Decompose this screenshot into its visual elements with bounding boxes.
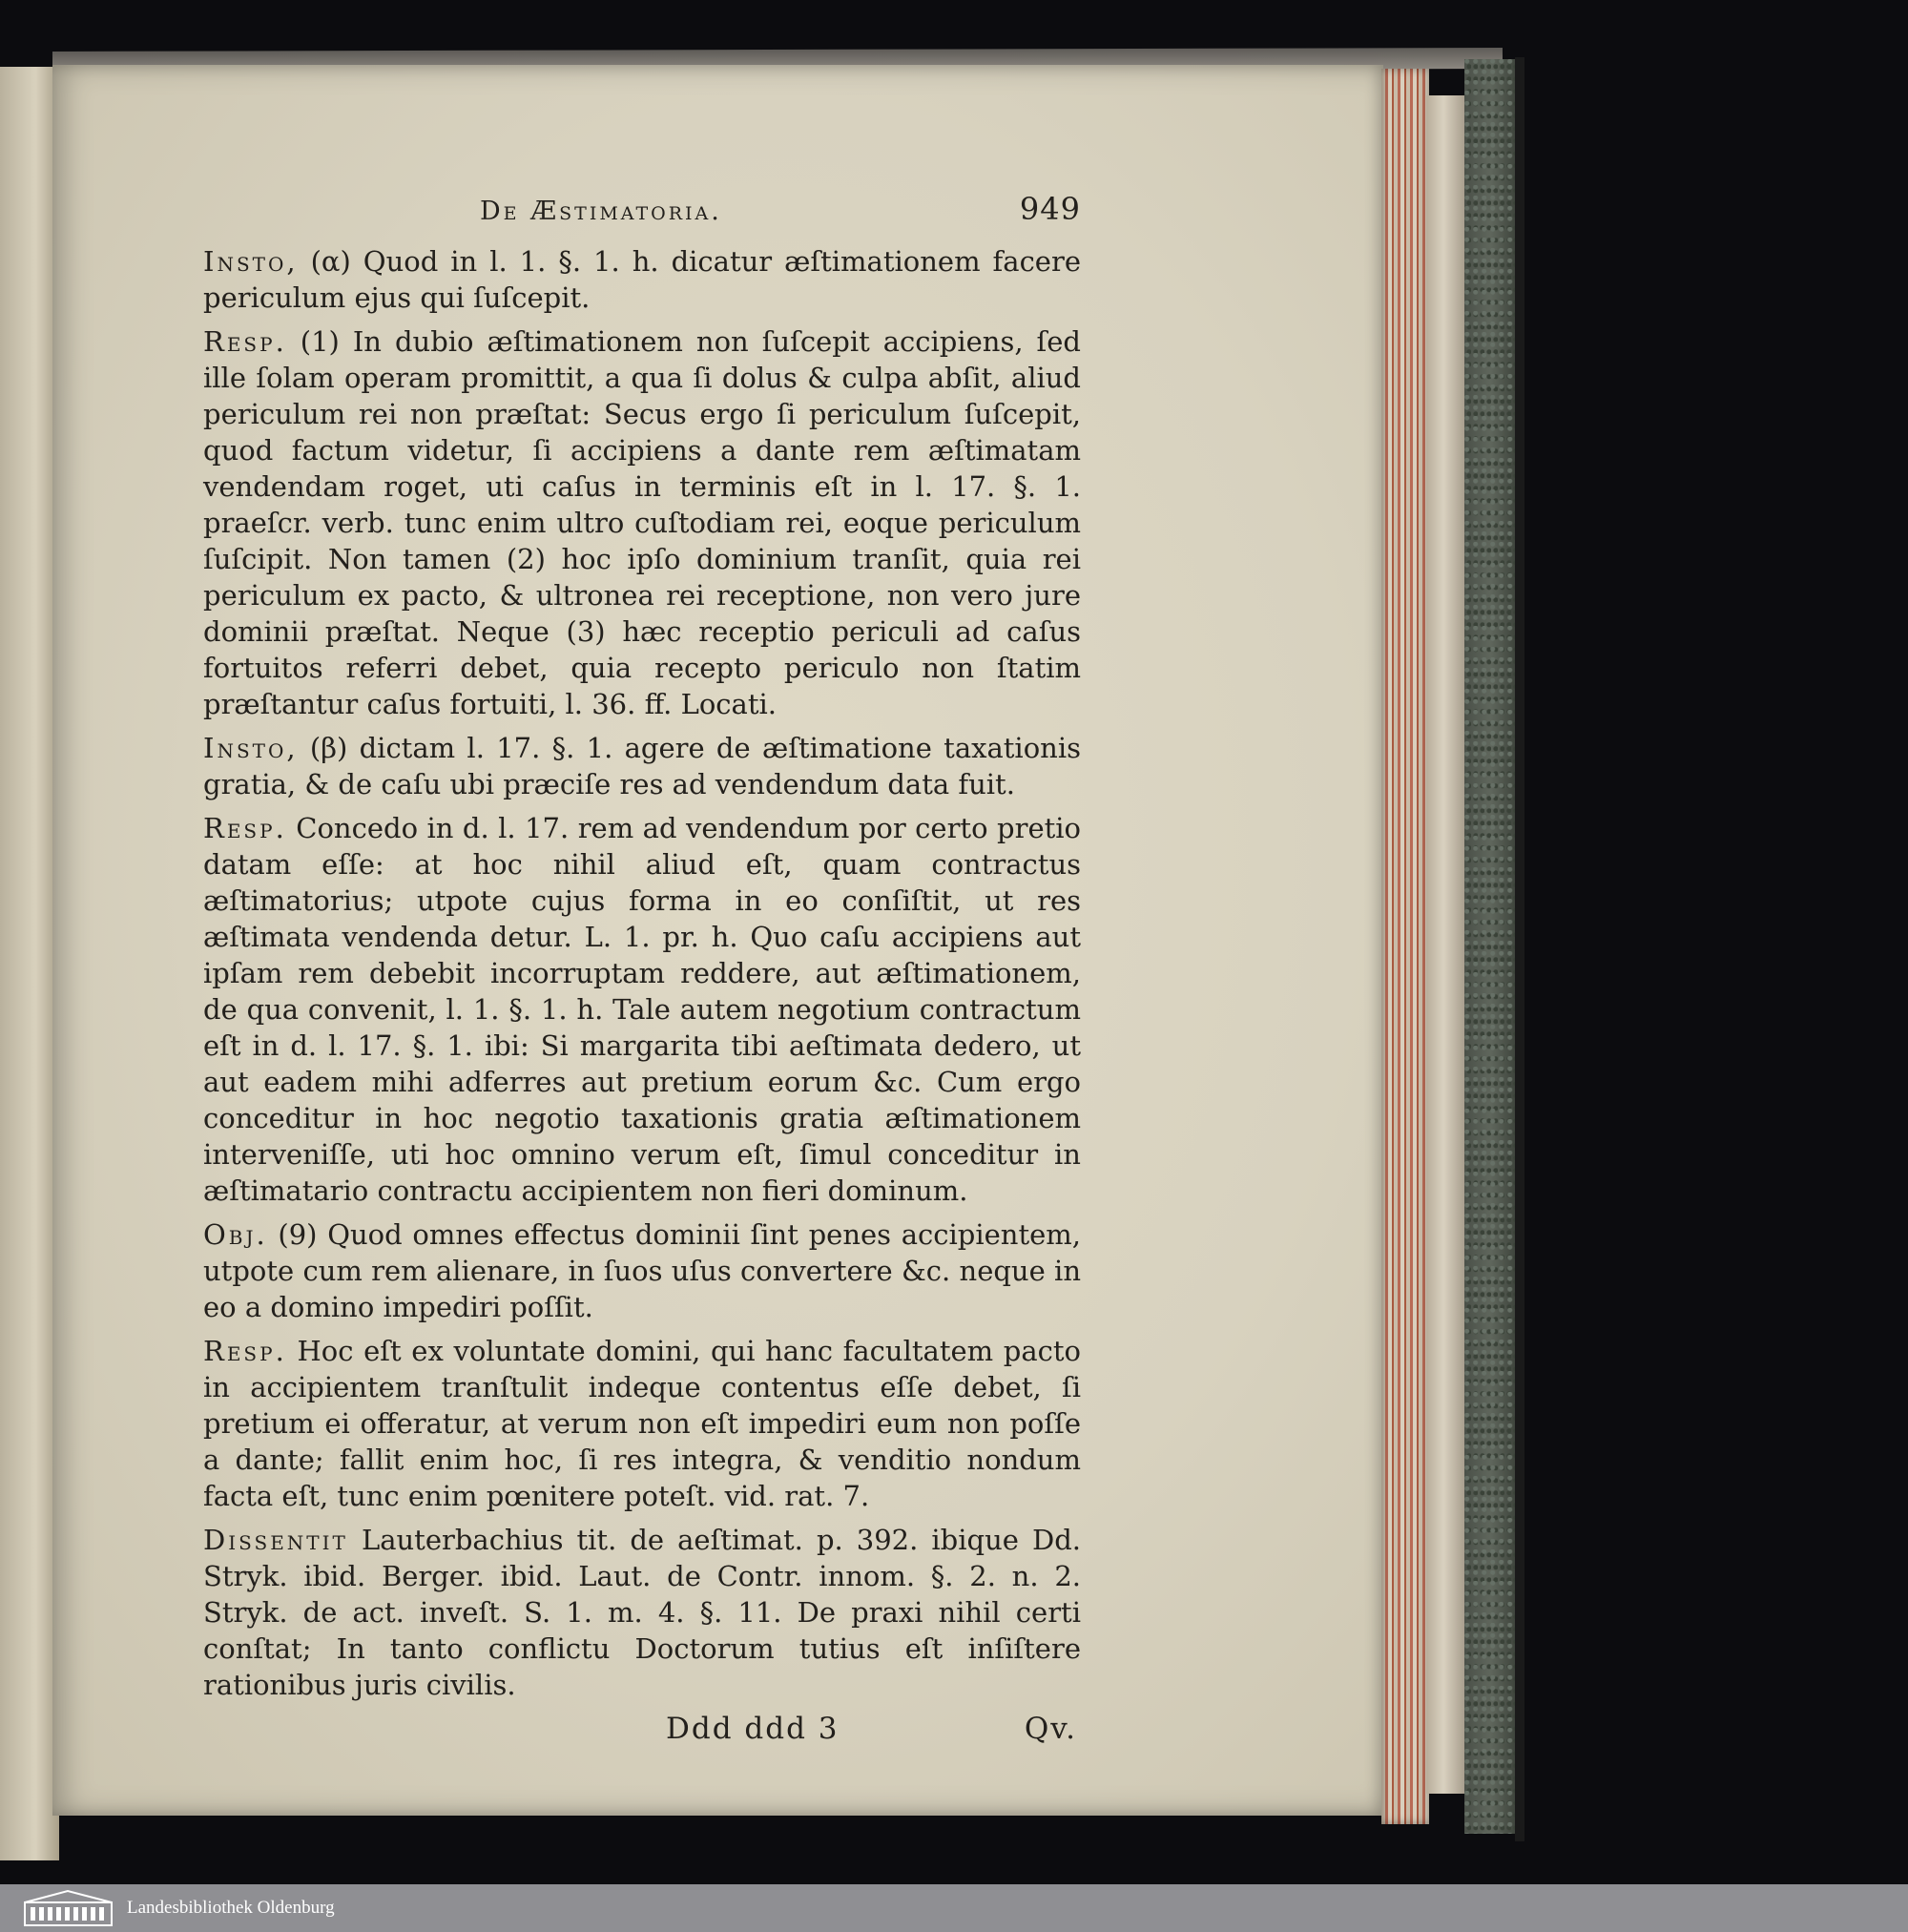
page-edges bbox=[1381, 69, 1429, 1824]
paragraph-body: Lauterbachius tit. de aeſtimat. p. 392. ibique Dd. Stryk. ibid. Berger. ibid. Laut. de Contr. innom. §. 2. n. 2. Stryk. de act. inveſt. S. 1. m. 4. §. 11. De praxi nihil certi conſtat; In tanto conflictu Doctorum tutius eſt inſiſtere rationibus juris civilis. bbox=[203, 1524, 1081, 1701]
paragraph-body: (9) Quod omnes effectus dominii ſint penes accipientem, utpote cum rem alienare, in ſuos uſus convertere &c. neque in eo a domino impediri poſſit. bbox=[203, 1218, 1081, 1323]
paragraph-body: (1) In dubio æſtimationem non ſuſcepit accipiens, ſed ille ſolam operam promittit, a qua ſi dolus & culpa abſit, aliud periculum rei non præſtat: Secus ergo ſi periculum ſuſcepit, quod factum videtur, ſi accipiens a dante rem æſtimatam vendendam roget, uti caſus in terminis eſt in l. 17. §. 1. praeſcr. verb. tunc enim ultro cuſtodiam rei, eoque periculum ſuſcipit. Non tamen (2) hoc ipſo dominium tranſit, quia rei periculum ex pacto, & ultronea rei receptione, non vero jure dominii præſtat. Neque (3) hæc receptio periculi ad caſus fortuitos referri debet, quia recepto periculo non ſtatim præſtantur caſus fortuiti, l. 36. ff. Locati. bbox=[203, 325, 1081, 720]
page-number: 949 bbox=[1019, 191, 1081, 227]
catchword: Qv. bbox=[1024, 1712, 1077, 1746]
cover-shadow bbox=[1515, 57, 1524, 1841]
running-head bbox=[203, 191, 1081, 230]
paragraph-lead: Resp. bbox=[203, 812, 287, 844]
running-head-title: De Æstimatoria. bbox=[480, 197, 722, 226]
paragraph-4 bbox=[203, 810, 1081, 1209]
paragraph-2 bbox=[203, 323, 1081, 722]
page-text-block bbox=[203, 191, 1081, 1747]
paragraph-3 bbox=[203, 730, 1081, 802]
library-footer-bar bbox=[0, 1884, 1908, 1932]
left-page-sliver bbox=[0, 67, 59, 1860]
page-signature-line bbox=[203, 1711, 1081, 1747]
paragraph-lead: Resp. bbox=[203, 325, 287, 358]
paragraph-1 bbox=[203, 243, 1081, 316]
paragraph-lead: Insto, bbox=[203, 732, 299, 764]
paragraph-body: Hoc eſt ex voluntate domini, qui hanc facultatem pacto in accipientem tranſtulit indeque contentus eſſe debet, ſi pretium ei offeratur, at verum non eſt impediri eum non poſſe a dante; fallit enim hoc, ſi res integra, & venditio nondum facta eſt, tunc enim pœnitere poteſt. vid. rat. 7. bbox=[203, 1335, 1081, 1512]
paragraph-6 bbox=[203, 1333, 1081, 1514]
book-cover-right bbox=[1464, 59, 1517, 1834]
library-building-icon bbox=[23, 1889, 114, 1927]
paragraph-body: Concedo in d. l. 17. rem ad vendendum por certo pretio datam eſſe: at hoc nihil aliud eſt, quam contractus æſtimatorius; utpote cujus forma in eo conſiſtit, ut res æſtimata vendenda detur. L. 1. pr. h. Quo caſu accipiens aut ipſam rem debebit incorruptam reddere, aut æſtimationem, de qua convenit, l. 1. §. 1. h. Tale autem negotium contractum eſt in d. l. 17. §. 1. ibi: Si margarita tibi aeſtimata dedero, ut aut eadem mihi adferres aut pretium eorum &c. Cum ergo conceditur in hoc negotio taxationis gratia æſtimationem interveniſſe, uti hoc omnino verum eſt, ſimul conceditur in æſtimatario contractu accipientem non fieri dominum. bbox=[203, 812, 1081, 1207]
paragraph-lead: Resp. bbox=[203, 1335, 287, 1367]
paragraph-lead: Obj. bbox=[203, 1218, 268, 1251]
signature-mark: Ddd ddd 3 bbox=[666, 1712, 840, 1746]
paragraph-5 bbox=[203, 1216, 1081, 1325]
paragraph-lead: Insto, bbox=[203, 245, 299, 278]
paragraph-lead: Dissentit bbox=[203, 1524, 348, 1556]
page-edges-inner bbox=[1426, 95, 1469, 1794]
library-name: Landesbibliothek Oldenburg bbox=[127, 1898, 335, 1918]
paragraph-body: (α) Quod in l. 1. §. 1. h. dicatur æſtimationem facere periculum ejus qui ſuſcepit. bbox=[203, 245, 1081, 314]
paragraph-body: (β) dictam l. 17. §. 1. agere de æſtimatione taxationis gratia, & de caſu ubi præciſe res ad vendendum data fuit. bbox=[203, 732, 1081, 800]
paragraph-7 bbox=[203, 1522, 1081, 1703]
